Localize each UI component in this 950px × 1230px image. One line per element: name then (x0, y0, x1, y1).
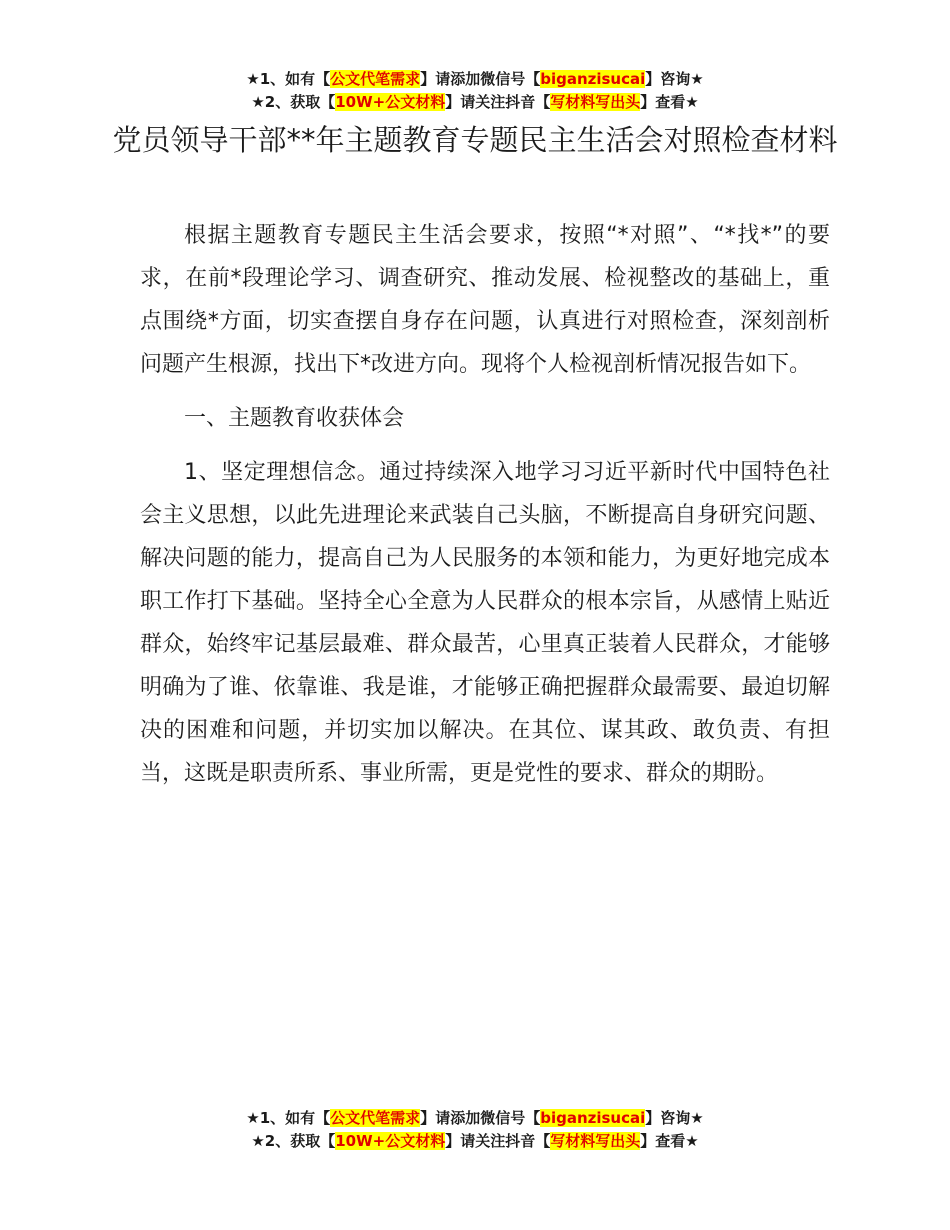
banner-line-2 (0, 91, 950, 114)
banner-highlight: 公文代笔需求 (330, 70, 421, 88)
banner-text: 】咨询★ (645, 1109, 704, 1127)
header-banner (0, 68, 950, 114)
body-paragraph: 1、坚定理想信念。通过持续深入地学习习近平新时代中国特色社会主义思想，以此先进理论来武装自己头脑，不断提高自身研究问题、解决问题的能力，提高自己为人民服务的本领和能力，为更好地完成本职工作打下基础。坚持全心全意为人民群众的根本宗旨，从感情上贴近群众，始终牢记基层最难、群众最苦，心里真正装着人民群众，才能够明确为了谁、依靠谁、我是谁，才能够正确把握群众最需要、最迫切解决的困难和问题，并切实加以解决。在其位、谋其政、敢负责、有担当，这既是职责所系、事业所需，更是党性的要求、群众的期盼。 (140, 460, 830, 786)
banner-text: ★2、获取【 (251, 93, 336, 111)
footer-banner (0, 1107, 950, 1153)
banner-highlight-douyin-id: 写材料写出头 (550, 93, 641, 111)
banner-text: 】请关注抖音【 (445, 93, 551, 111)
banner-text: 】查看★ (640, 93, 699, 111)
banner-highlight: 10W+公文材料 (335, 93, 446, 111)
banner-text: 】请添加微信号【 (420, 1109, 541, 1127)
document-body (140, 214, 830, 795)
banner-line-1 (0, 68, 950, 91)
banner-highlight: 公文代笔需求 (330, 1109, 421, 1127)
banner-text: 】请添加微信号【 (420, 70, 541, 88)
banner-text: 】查看★ (640, 1132, 699, 1150)
banner-text: ★1、如有【 (246, 70, 331, 88)
banner-highlight-wechat-id: biganzisucai (540, 70, 646, 88)
banner-highlight-douyin-id: 写材料写出头 (550, 1132, 641, 1150)
banner-text: ★1、如有【 (246, 1109, 331, 1127)
banner-text: 】咨询★ (645, 70, 704, 88)
banner-line-1 (0, 1107, 950, 1130)
banner-line-2 (0, 1130, 950, 1153)
banner-text: ★2、获取【 (251, 1132, 336, 1150)
banner-highlight-wechat-id: biganzisucai (540, 1109, 646, 1127)
banner-highlight: 10W+公文材料 (335, 1132, 446, 1150)
intro-paragraph: 根据主题教育专题民主生活会要求，按照“*对照”、“*找*”的要求，在前*段理论学习、调查研究、推动发展、检视整改的基础上，重点围绕*方面，切实查摆自身存在问题，认真进行对照检查，深刻剖析问题产生根源，找出下*改进方向。现将个人检视剖析情况报告如下。 (140, 223, 830, 377)
document-title: 党员领导干部**年主题教育专题民主生活会对照检查材料 (112, 123, 838, 157)
section-heading: 一、主题教育收获体会 (184, 406, 405, 431)
banner-text: 】请关注抖音【 (445, 1132, 551, 1150)
